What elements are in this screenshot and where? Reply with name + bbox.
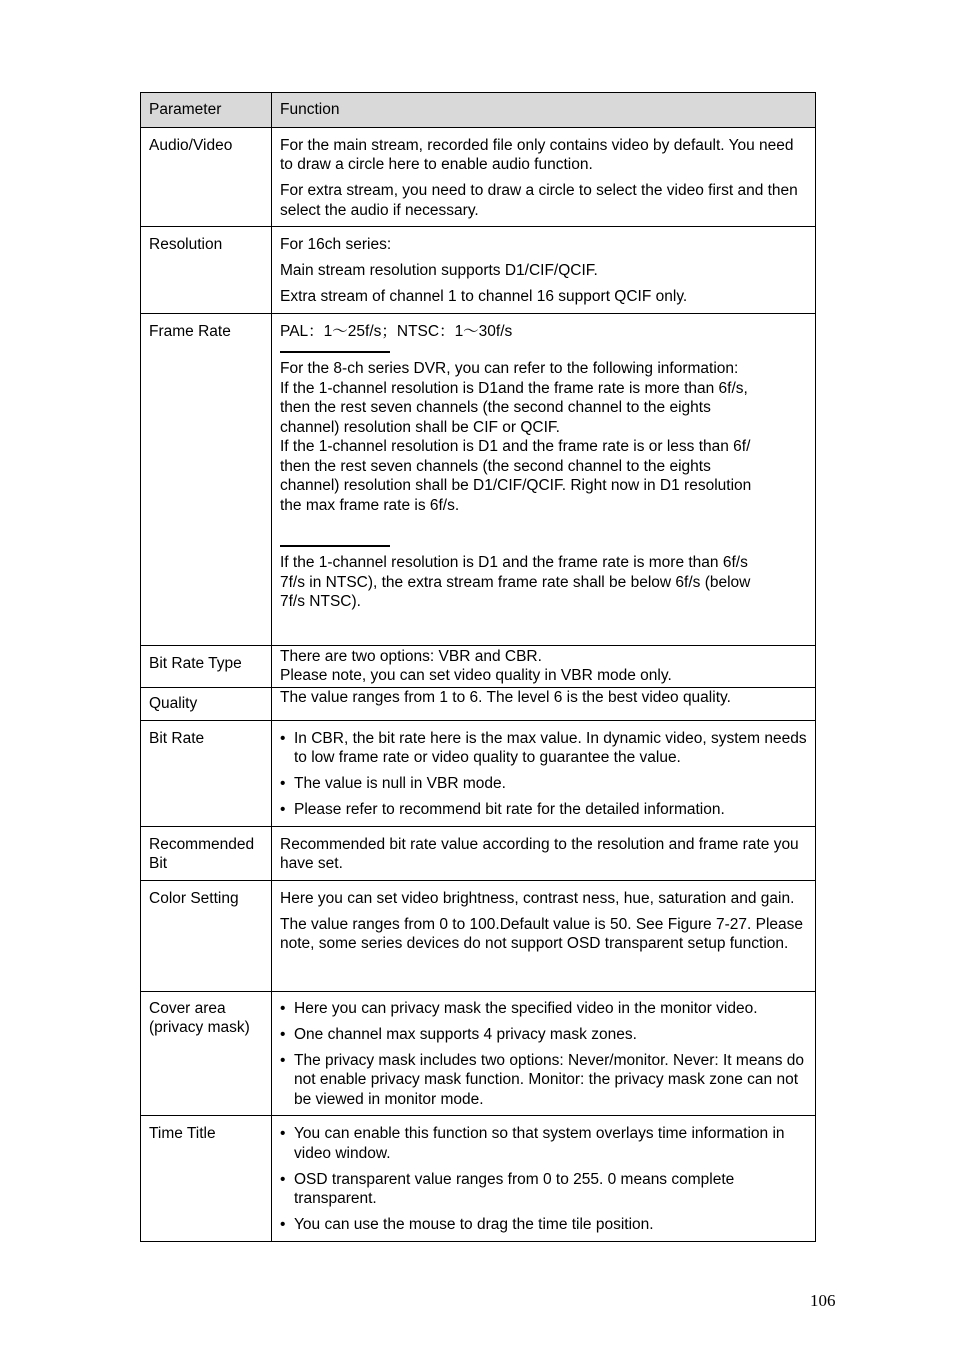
param-cover-area: Cover area (privacy mask) [141,991,272,1116]
paragraph: For 16ch series: [280,236,392,253]
paragraph: For extra stream, you need to draw a circle to select the video first and then select the audio if necessary. [280,182,798,219]
list-item: • You can enable this function so that system overlays time information in video window. [280,1124,807,1163]
list-item: • Please refer to recommend bit rate for the detailed information. [280,800,807,820]
param-audio-video: Audio/Video [141,127,272,227]
function-audio-video [272,127,816,227]
list-item: • In CBR, the bit rate here is the max value. In dynamic video, system needs to low frame rate or video quality to guarantee the value. [280,729,807,768]
table-row [141,127,816,227]
param-quality: Quality [141,687,272,720]
paragraph: The value ranges from 0 to 100.Default value is 50. See Figure 7-27. Please note, some series devices do not support OSD transparent setup function. [280,915,803,952]
bullet-list [280,999,807,1110]
page-number: 106 [810,1291,836,1310]
table-row [141,826,816,880]
function-color-setting [272,880,816,991]
table-row [141,991,816,1116]
text-line: If the 1-channel resolution is D1 and the frame rate is more than 6f/s [280,554,748,571]
param-time-title: Time Title [141,1116,272,1242]
function-bit-rate-type [272,645,816,687]
paragraph: For the main stream, recorded file only contains video by default. You need to draw a circle here to enable audio function. [280,136,794,173]
text-line: 7f/s in NTSC), the extra stream frame rate shall be below 6f/s (below [280,573,751,591]
function-time-title [272,1116,816,1242]
text-line: The value ranges from 1 to 6. The level 6 is the best video quality. [280,688,731,706]
text-line: If the 1-channel resolution is D1 and the frame rate is or less than 6f/ [280,438,751,455]
header-parameter: Parameter [141,93,272,128]
frame-rate-range: PAL：1～25f/s；NTSC：1～30f/s [280,322,513,340]
function-frame-rate [272,313,816,645]
function-resolution [272,227,816,314]
param-frame-rate: Frame Rate [141,313,272,645]
frame-rate-note-8ch [280,359,807,515]
text-line: If the 1-channel resolution is D1and the frame rate is more than 6f/s, [280,379,748,397]
list-item: • The privacy mask includes two options: Never/monitor. Never: It means do not enable privacy mask function. Monitor: the privacy mask zone can not be viewed in monitor mode. [280,1051,807,1110]
frame-rate-note-extra [280,553,807,612]
paragraph: Here you can set video brightness, contrast ness, hue, saturation and gain. [280,889,795,907]
paragraph: Main stream resolution supports D1/CIF/QCIF. [280,262,598,279]
table-row [141,227,816,314]
table-row [141,1116,816,1242]
table-row [141,313,816,645]
list-item: • Here you can privacy mask the specified video in the monitor video. [280,999,807,1019]
list-item: • OSD transparent value ranges from 0 to 255. 0 means complete transparent. [280,1170,807,1209]
function-recommended-bit [272,826,816,880]
table-header-row [141,93,816,128]
text-line: For the 8-ch series DVR, you can refer to the following information: [280,360,739,377]
text-line: There are two options: VBR and CBR. [280,647,542,665]
param-color-setting: Color Setting [141,880,272,991]
param-recommended-bit: Recommended Bit [141,826,272,880]
text-line: 7f/s NTSC). [280,593,361,610]
list-item: • You can use the mouse to drag the time tile position. [280,1215,807,1235]
text-line: channel) resolution shall be CIF or QCIF. [280,418,560,436]
param-bit-rate: Bit Rate [141,720,272,826]
text-line: channel) resolution shall be D1/CIF/QCIF. Right now in D1 resolution [280,477,752,494]
list-item: • One channel max supports 4 privacy mask zones. [280,1025,807,1045]
param-bit-rate-type: Bit Rate Type [141,645,272,687]
function-bit-rate [272,720,816,826]
table-row [141,880,816,991]
text-line: Please note, you can set video quality in VBR mode only. [280,667,672,684]
table-row [141,687,816,720]
paragraph: Extra stream of channel 1 to channel 16 support QCIF only. [280,288,688,305]
function-cover-area [272,991,816,1116]
bullet-list [280,729,807,820]
table-row [141,645,816,687]
header-function: Function [272,93,816,128]
text-line: then the rest seven channels (the second channel to the eights [280,399,711,416]
separator-rule [280,545,390,547]
separator-rule [280,351,390,353]
parameter-table [140,92,816,1242]
bullet-list [280,1124,807,1235]
list-item: • The value is null in VBR mode. [280,774,807,794]
paragraph: Recommended bit rate value according to the resolution and frame rate you have set. [280,835,799,872]
table-row [141,720,816,826]
text-line: the max frame rate is 6f/s. [280,496,460,514]
text-line: then the rest seven channels (the second channel to the eights [280,457,711,475]
param-resolution: Resolution [141,227,272,314]
function-quality [272,687,816,720]
